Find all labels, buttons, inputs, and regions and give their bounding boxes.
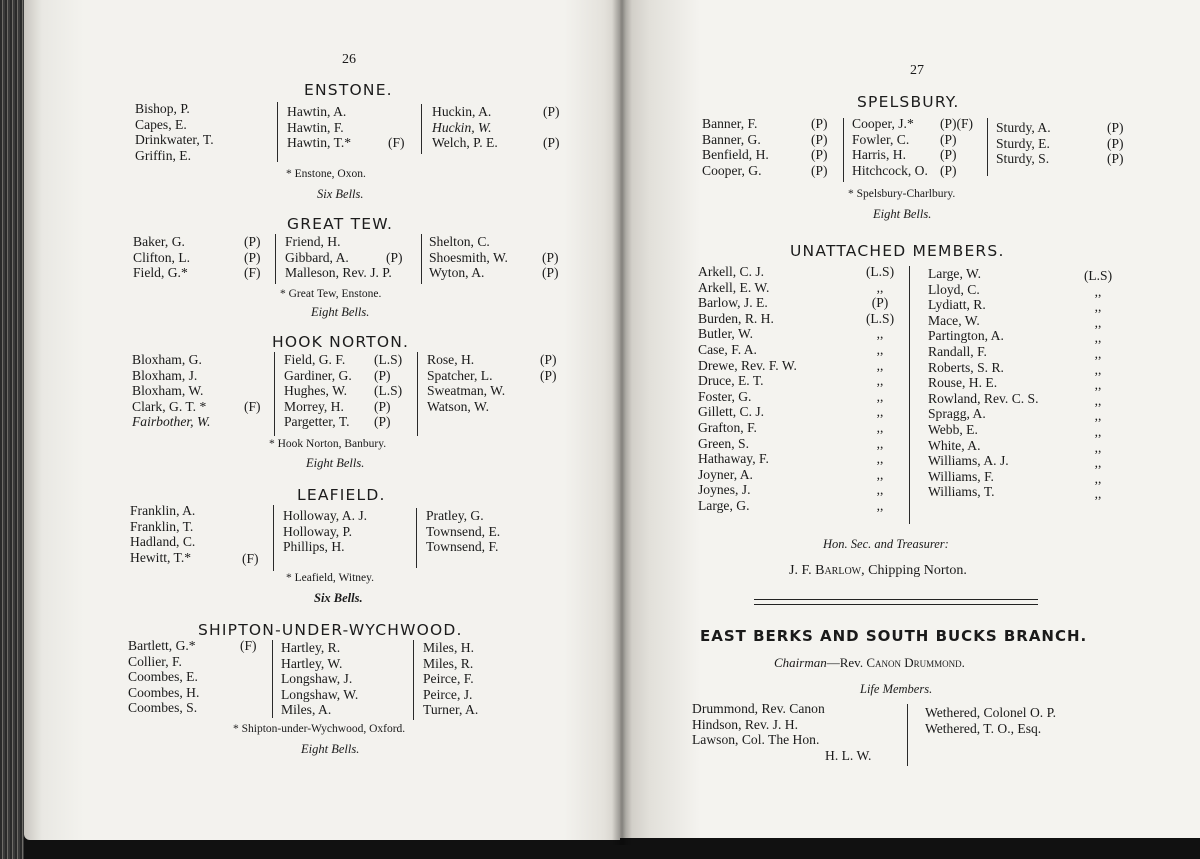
column-divider [417, 352, 418, 436]
hook-norton-bells: Eight Bells. [306, 456, 365, 470]
column-divider [421, 234, 422, 284]
great-tew-col2-tags: (P) [386, 249, 403, 265]
shipton-note: * Shipton-under-Wychwood, Oxford. [233, 723, 406, 735]
enstone-col1: Bishop, P. Capes, E. Drinkwater, T. Griffin, E. [135, 101, 214, 163]
enstone-note: * Enstone, Oxon. [286, 168, 366, 180]
heading-spelsbury: SPELSBURY. [857, 93, 960, 111]
right-page [620, 0, 1200, 838]
book-page-edges [0, 0, 24, 859]
hon-sec-label: Hon. Sec. and Treasurer: [823, 537, 949, 551]
spelsbury-col3: Sturdy, A. Sturdy, E. Sturdy, S. [996, 120, 1051, 167]
enstone-col2-tags: (F) [388, 135, 405, 151]
column-divider [907, 704, 908, 766]
double-rule-bottom [754, 604, 1038, 605]
great-tew-col3-tags: (P) (P) [542, 249, 559, 281]
unattached-col2-tags: (L.S) ,, ,, ,, ,, ,, ,, ,, ,, ,, ,, ,, ,, ,, ,, [1083, 268, 1113, 502]
leafield-col1-tags: (F) [242, 550, 259, 566]
leafield-bells: Six Bells. [314, 591, 363, 605]
shipton-col3: Miles, H. Miles, R. Peirce, F. Peirce, J. Turner, A. [423, 640, 479, 718]
unattached-col1: Arkell, C. J. Arkell, E. W. Barlow, J. E. Burden, R. H. Butler, W. Case, F. A. Drewe, Rev. F. W. Druce, E. T. Foster, G. Gillett, C. J. Grafton, F. Green, S. Hathaway, F. Joyner, A. Joynes, J. Large, G. [698, 264, 797, 513]
heading-great-tew: GREAT TEW. [287, 215, 394, 233]
leafield-note: * Leafield, Witney. [286, 572, 374, 584]
heading-shipton: SHIPTON-UNDER-WYCHWOOD. [198, 621, 463, 639]
shipton-bells: Eight Bells. [301, 742, 360, 756]
leafield-col1: Franklin, A. Franklin, T. Hadland, C. Hewitt, T.* [130, 503, 196, 565]
page-number-right: 27 [910, 63, 924, 78]
enstone-col2: Hawtin, A. Hawtin, F. Hawtin, T.* [287, 104, 352, 151]
great-tew-col1-tags: (P) (P) (F) [244, 234, 261, 281]
hon-sec-name: J. F. Barlow, Chipping Norton. [789, 563, 967, 578]
double-rule-top [754, 599, 1038, 600]
hook-norton-col3: Rose, H. Spatcher, L. Sweatman, W. Watson, W. [427, 352, 506, 414]
hook-norton-col3-tags: (P) (P) [540, 352, 557, 383]
hook-norton-col1-tags: (F) [244, 398, 261, 414]
column-divider [274, 352, 275, 436]
shipton-col2: Hartley, R. Hartley, W. Longshaw, J. Longshaw, W. Miles, A. [281, 640, 359, 718]
column-divider [275, 234, 276, 284]
unattached-col2: Large, W. Lloyd, C. Lydiatt, R. Mace, W. Partington, A. Randall, F. Roberts, S. R. Rouse, H. E. Rowland, Rev. C. S. Spragg, A. Webb, E. White, A. Williams, A. J. Williams, F. Williams, T. [928, 266, 1039, 500]
column-divider [421, 104, 422, 154]
page-number-left: 26 [342, 52, 356, 67]
heading-enstone: ENSTONE. [304, 81, 393, 99]
heading-unattached-members: UNATTACHED MEMBERS. [790, 242, 1005, 260]
heading-leafield: LEAFIELD. [297, 486, 386, 504]
shipton-col1-tags: (F) [240, 638, 257, 653]
chairman-line: Chairman—Rev. Canon Drummond. [774, 655, 965, 670]
heading-east-berks: EAST BERKS AND SOUTH BUCKS BRANCH. [700, 627, 1088, 645]
spelsbury-col3-tags: (P) (P) (P) [1107, 120, 1124, 167]
enstone-col3-tags: (P) (P) [543, 104, 560, 151]
great-tew-col2: Friend, H. Gibbard, A. Malleson, Rev. J. P. [285, 234, 392, 281]
hook-norton-note: * Hook Norton, Banbury. [269, 438, 387, 450]
spelsbury-bells: Eight Bells. [873, 207, 932, 221]
column-divider [987, 118, 988, 176]
hook-norton-col2-tags: (L.S) (P) (L.S) (P) (P) [374, 352, 403, 430]
column-divider [843, 118, 844, 182]
life-members-label: Life Members. [860, 682, 933, 696]
column-divider [413, 640, 414, 720]
great-tew-col3: Shelton, C. Shoesmith, W. Wyton, A. [429, 234, 508, 281]
column-divider [909, 266, 910, 524]
unattached-col1-tags: (L.S) ,, (P) (L.S) ,, ,, ,, ,, ,, ,, ,, ,, ,, ,, ,, ,, [865, 264, 895, 513]
book-gutter [612, 0, 632, 845]
hook-norton-col1: Bloxham, G. Bloxham, J. Bloxham, W. Clark, G. T. * Fairbother, W. [132, 352, 211, 430]
leafield-col3: Pratley, G. Townsend, E. Townsend, F. [426, 508, 501, 555]
leafield-col2: Holloway, A. J. Holloway, P. Phillips, H. [283, 508, 368, 555]
great-tew-note: * Great Tew, Enstone. [280, 288, 382, 300]
great-tew-bells: Eight Bells. [311, 305, 370, 319]
east-berks-col2: Wethered, Colonel O. P. Wethered, T. O., Esq. [925, 705, 1057, 736]
column-divider [273, 505, 274, 571]
shipton-col1: Bartlett, G.* Collier, F. Coombes, E. Coombes, H. Coombes, S. [128, 638, 200, 716]
enstone-col3: Huckin, A. Huckin, W. Welch, P. E. [432, 104, 498, 151]
heading-hook-norton: HOOK NORTON. [272, 333, 410, 351]
great-tew-col1: Baker, G. Clifton, L. Field, G.* [133, 234, 191, 281]
spelsbury-col1: Banner, F. Banner, G. Benfield, H. Cooper, G. [702, 116, 769, 178]
hook-norton-col2: Field, G. F. Gardiner, G. Hughes, W. Morrey, H. Pargetter, T. [284, 352, 352, 430]
column-divider [277, 102, 278, 162]
spelsbury-col2-tags: (P)(F) (P) (P) (P) [940, 116, 973, 178]
spelsbury-col1-tags: (P) (P) (P) (P) [811, 116, 828, 178]
left-page [24, 0, 620, 840]
enstone-bells: Six Bells. [317, 187, 364, 201]
spelsbury-col2: Cooper, J.* Fowler, C. Harris, H. Hitchcock, O. [852, 116, 928, 178]
column-divider [272, 640, 273, 718]
spelsbury-note: * Spelsbury-Charlbury. [848, 188, 956, 200]
column-divider [416, 508, 417, 568]
east-berks-col1: Drummond, Rev. Canon Hindson, Rev. J. H. Lawson, Col. The Hon. H. L. W. [692, 701, 872, 763]
